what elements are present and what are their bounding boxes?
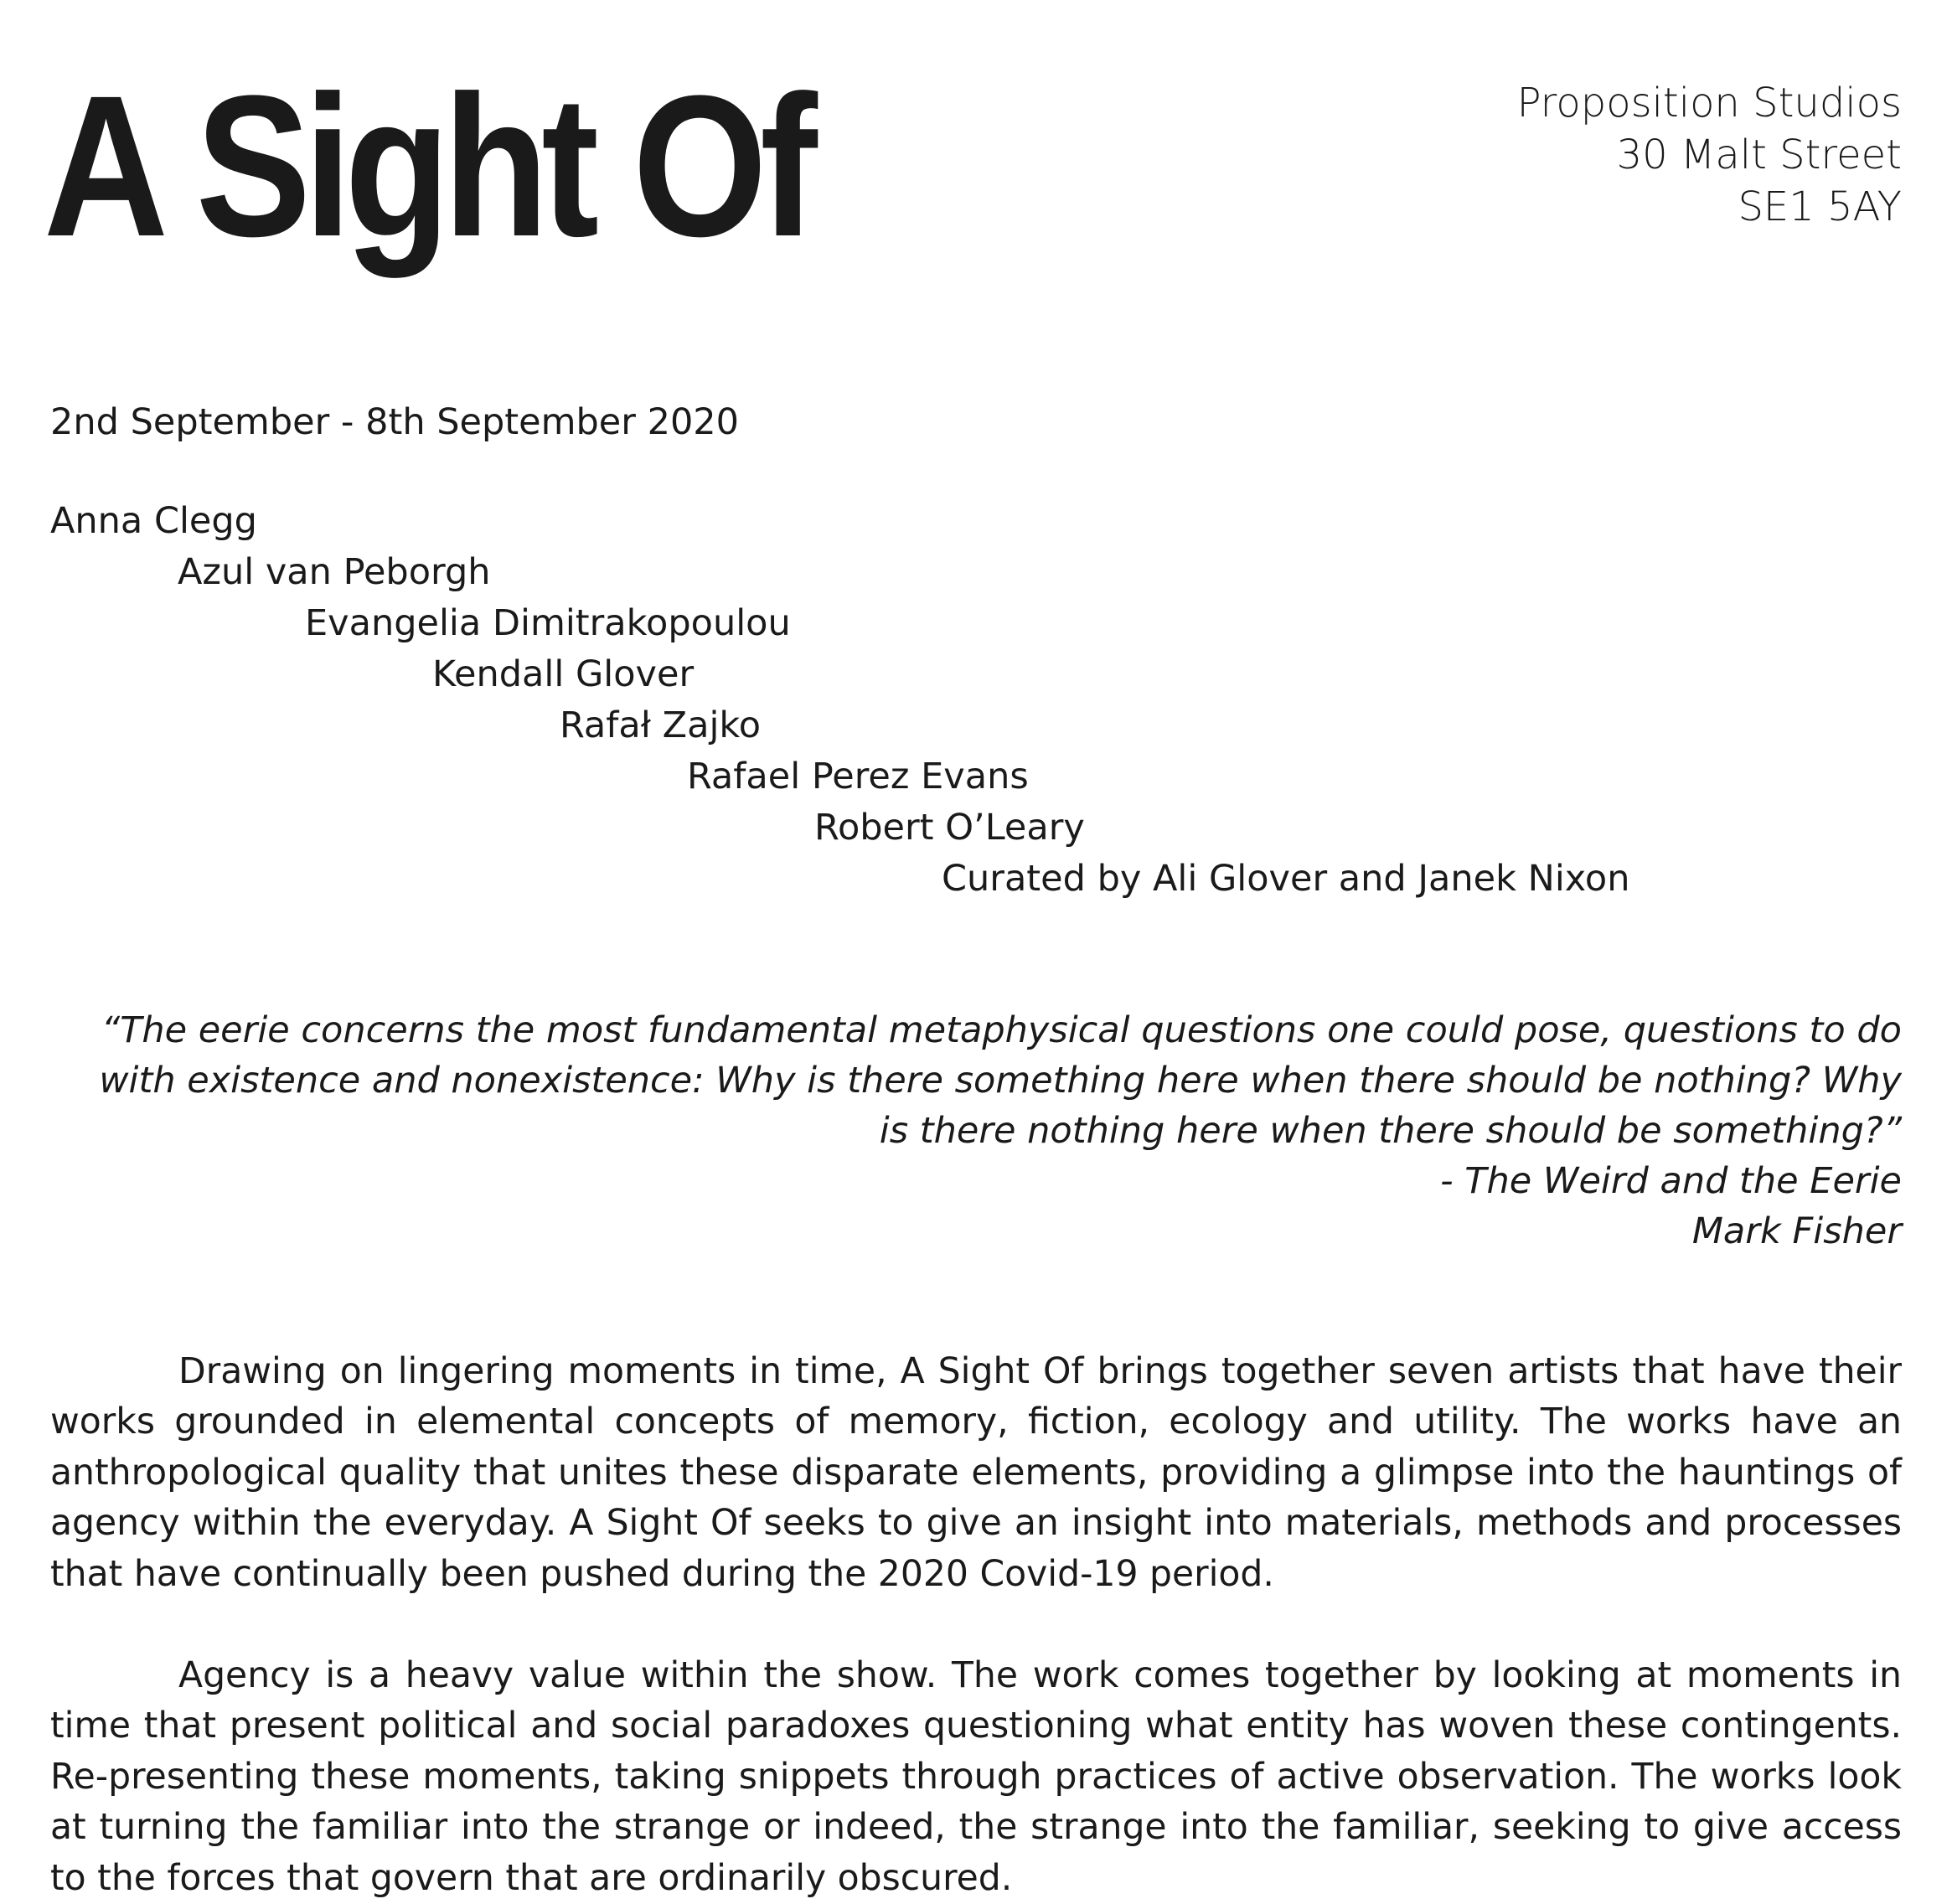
artist-list [50, 496, 1629, 905]
artist-name: Azul van Peborgh [50, 547, 1629, 598]
artist-name: Robert O’Leary [50, 802, 1629, 854]
venue-name: Proposition Studios [1517, 77, 1902, 129]
curator-credit: Curated by Ali Glover and Janek Nixon [50, 854, 1629, 905]
artist-name: Anna Clegg [50, 496, 1629, 547]
venue-address [1517, 77, 1902, 233]
body-paragraph: Agency is a heavy value within the show. The work comes together by looking at moments in time that present political and social paradoxes questioning what entity has woven these contingents. Re-presenting these moments, taking snippets through practices of active observation. The works look at turning the familiar into the strange or indeed, the strange into the familiar, seeking to give access to the forces that govern that are ordinarily obscured. [50, 1651, 1902, 1904]
quote-text: “The eerie concerns the most fundamental metaphysical questions one could pose, questions to do with existence and nonexistence: Why is there something here when there should be nothing? Why is there nothing here when there should be something?” [84, 1005, 1902, 1156]
exhibition-title: A Sight Of [44, 65, 810, 266]
artist-name: Evangelia Dimitrakopoulou [50, 598, 1629, 649]
body-paragraph: Drawing on lingering moments in time, A Sight Of brings together seven artists that have their works grounded in elemental concepts of memory, fiction, ecology and utility. The works have an anthropological quality that unites these disparate elements, providing a glimpse into the hauntings of agency within the everyday. A Sight Of seeks to give an insight into materials, methods and processes that have continually been pushed during the 2020 Covid-19 period. [50, 1347, 1902, 1601]
epigraph-quote [84, 1005, 1902, 1256]
quote-author: Mark Fisher [84, 1206, 1902, 1256]
venue-postcode: SE1 5AY [1517, 181, 1902, 233]
artist-name: Rafał Zajko [50, 700, 1629, 751]
quote-source: - The Weird and the Eerie [84, 1156, 1902, 1206]
exhibition-dates: 2nd September - 8th September 2020 [50, 397, 739, 447]
artist-name: Kendall Glover [50, 649, 1629, 700]
artist-name: Rafael Perez Evans [50, 751, 1629, 802]
venue-street: 30 Malt Street [1517, 129, 1902, 181]
